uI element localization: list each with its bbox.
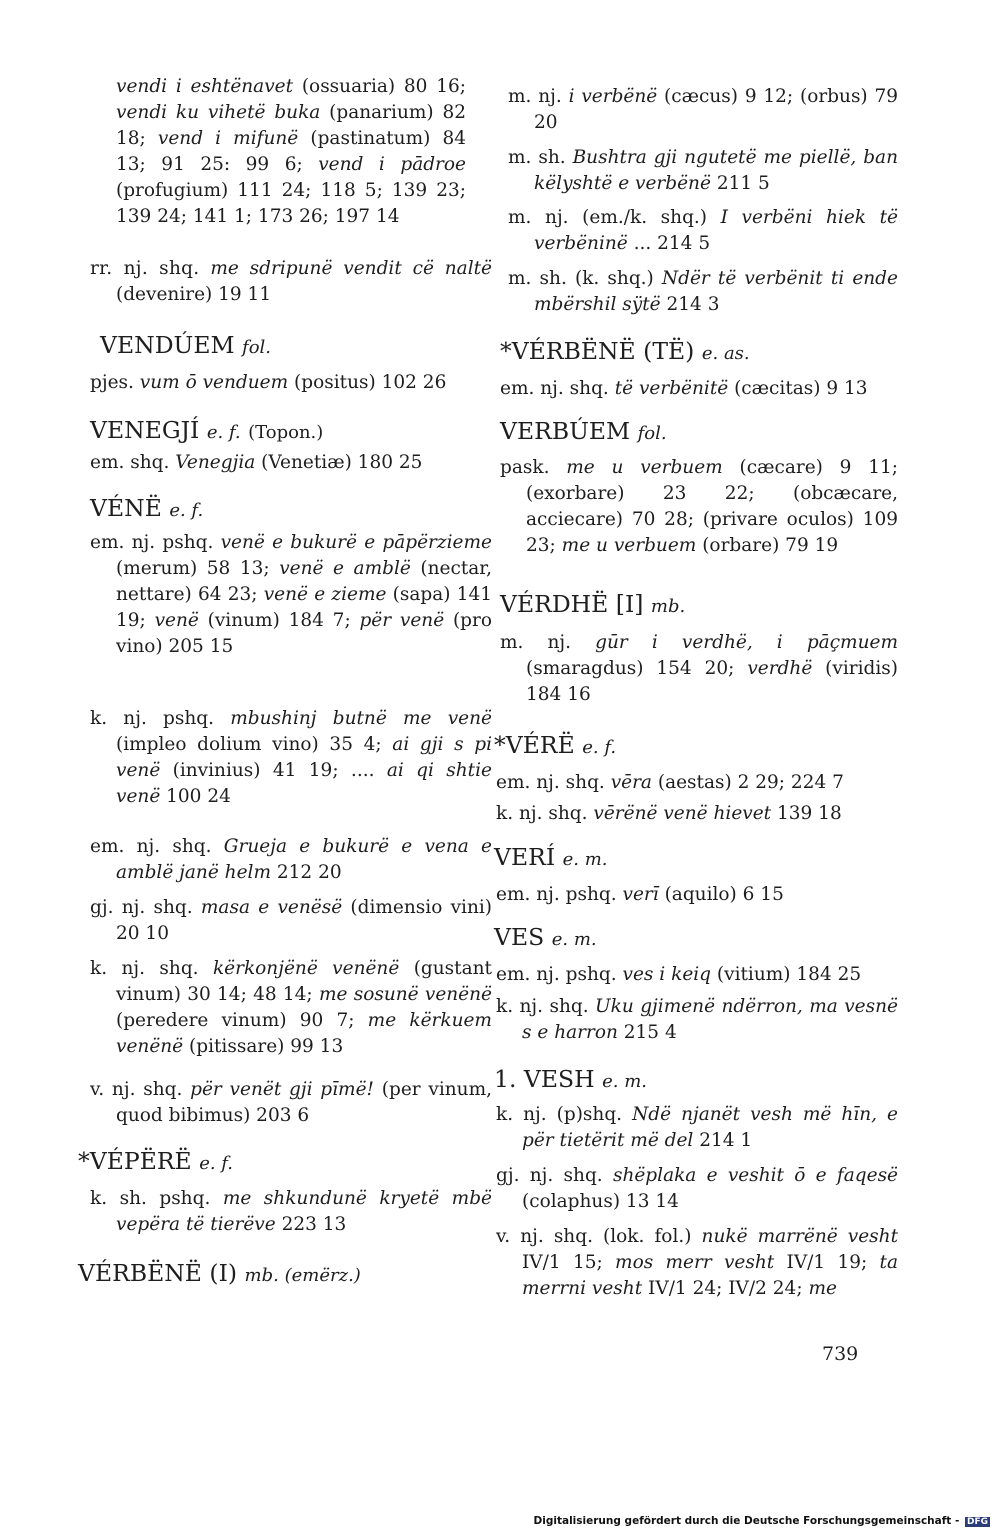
entry-gur-i-verdhe xyxy=(500,630,898,708)
example-text: me xyxy=(808,1278,837,1299)
headword-text: VERÍ xyxy=(494,843,556,871)
headword-text: 1. VESH xyxy=(494,1065,595,1093)
page-number: 739 xyxy=(822,1343,859,1365)
example-text: mbushinj butnë me venë xyxy=(230,708,492,729)
grammar-label: e. as. xyxy=(701,343,750,364)
example-text: I verbëni hiek të verbëninë xyxy=(534,207,898,254)
entry-text: k. nj. shq. xyxy=(496,996,596,1017)
headword-text: VÉRBËNË (I) xyxy=(78,1259,238,1287)
entry-text: k. nj. shq. xyxy=(90,958,213,979)
example-text: me u verbuem xyxy=(566,457,723,478)
entry-text: (invinius) 41 19; .... xyxy=(160,760,387,781)
entry-text: pask. xyxy=(500,457,567,478)
entry-text: (peredere vinum) 90 7; xyxy=(116,1010,368,1031)
entry-text: (sapa) 141 19; xyxy=(116,584,493,631)
headword-verdhe xyxy=(500,589,685,622)
headword-text: VÉRDHË [I] xyxy=(500,590,644,618)
example-text: me sdripunë vendit cë naltë xyxy=(199,258,493,279)
example-text: për venë xyxy=(359,610,445,631)
entry-text: (colaphus) 13 14 xyxy=(522,1191,679,1212)
entry-bushtra xyxy=(508,145,898,197)
entry-text: em. shq. xyxy=(90,452,176,473)
headword-verbuem xyxy=(500,416,667,449)
headword-ves xyxy=(494,922,597,955)
entry-text: (pro vino) 205 15 xyxy=(116,610,492,657)
example-text: ai qi shtie venë xyxy=(116,760,492,807)
grammar-label: e. m. xyxy=(602,1071,647,1092)
entry-nde-njanet xyxy=(496,1102,898,1154)
grammar-label: fol. xyxy=(242,337,272,358)
entry-text: em. nj. pshq. xyxy=(90,532,221,553)
entry-text: 211 5 xyxy=(710,173,770,194)
headword-text: VERBÚEM xyxy=(500,417,631,445)
entry-text: 100 24 xyxy=(160,786,231,807)
entry-verene xyxy=(496,801,898,827)
example-text: Uku gjimenë ndërron, ma vesnë s e harron xyxy=(522,996,898,1043)
entry-i-verbene xyxy=(508,84,898,136)
entry-sdripune xyxy=(90,256,492,308)
entry-venegjia xyxy=(90,450,492,476)
example-text: vum ō venduem xyxy=(139,372,289,393)
entry-uku xyxy=(496,994,898,1046)
entry-ves-i-keiq xyxy=(496,962,898,988)
entry-text: em. nj. shq. xyxy=(500,378,615,399)
entry-text: (per vinum, quod bibimus) 203 6 xyxy=(116,1079,493,1126)
entry-text: k. nj. pshq. xyxy=(90,708,231,729)
footer-text: Digitalisierung gefördert durch die Deutsche Forschungsgemeinschaft - xyxy=(533,1515,960,1527)
entry-text: 214 3 xyxy=(660,294,720,315)
example-text: vendi ku vihetë buka xyxy=(116,102,321,123)
headword-text: VENDÚEM xyxy=(100,331,235,359)
example-text: Ndë njanët vesh më hīn, e për tietërit më del xyxy=(522,1104,898,1151)
entry-text: (devenire) 19 11 xyxy=(116,284,272,305)
entry-vepere xyxy=(90,1186,492,1238)
entry-sheplaka xyxy=(496,1163,898,1215)
headword-venduem xyxy=(100,330,271,363)
entry-text: v. nj. shq. (lok. fol.) xyxy=(496,1226,702,1247)
example-text: Ndër të verbënit ti ende mbërshil sÿtë xyxy=(534,268,898,315)
entry-text: (cæcitas) 9 13 xyxy=(728,378,868,399)
entry-text: 223 13 xyxy=(275,1214,347,1235)
headword-verbene-te xyxy=(500,336,750,369)
entry-text: (ossuaria) 80 16; xyxy=(293,76,466,97)
entry-vene-k2 xyxy=(90,956,492,1060)
topon-label: (Topon.) xyxy=(248,422,324,443)
example-text: vendi i eshtënavet xyxy=(116,76,294,97)
example-text: Grueja e bukurë e vena e amblë janë helm xyxy=(116,836,492,883)
headword-venegji xyxy=(90,415,323,448)
entry-text: IV/1 15; xyxy=(522,1252,616,1273)
entry-text: v. nj. shq. xyxy=(90,1079,191,1100)
footer-credit xyxy=(534,1515,990,1527)
headword-vere xyxy=(494,730,616,763)
example-text: vend i mifunë xyxy=(157,128,299,149)
entry-text: (viridis) 184 16 xyxy=(526,658,898,705)
headword-text: *VÉRË xyxy=(494,731,575,759)
headword-text: VÉNË xyxy=(90,494,162,522)
entry-text: IV/1 24; IV/2 24; xyxy=(642,1278,809,1299)
entry-text: em. nj. shq. xyxy=(90,836,224,857)
grammar-label: e. f. xyxy=(169,500,204,521)
entry-vum-venduem xyxy=(90,370,492,396)
entry-vene-v xyxy=(90,1077,492,1129)
entry-text: gj. nj. shq. xyxy=(90,897,201,918)
headword-veri xyxy=(494,842,607,875)
example-text: Venegjia xyxy=(175,452,256,473)
headword-text: VES xyxy=(494,923,545,951)
example-text: venë xyxy=(154,610,199,631)
entry-vene-gj xyxy=(90,895,492,947)
example-text: ves i keiq xyxy=(622,964,712,985)
example-text: shëplaka e veshit ō e faqesë xyxy=(612,1165,899,1186)
grammar-label: e. f. xyxy=(582,737,617,758)
example-text: me u verbuem xyxy=(561,535,697,556)
example-text: me sosunë venënë xyxy=(318,984,492,1005)
grammar-label: fol. xyxy=(637,423,667,444)
entry-text: (merum) 58 13; xyxy=(116,558,280,579)
entry-text: (gustant vinum) 30 14; 48 14; xyxy=(116,958,492,1005)
entry-i-verbeni xyxy=(508,205,898,257)
entry-text: (vinum) 184 7; xyxy=(198,610,360,631)
entry-text: m. sh. xyxy=(508,147,573,168)
entry-text: k. nj. shq. xyxy=(496,803,594,824)
entry-text: m. nj. xyxy=(508,86,569,107)
example-text: verdhë xyxy=(747,658,813,679)
entry-text: (nectar, nettare) 64 23; xyxy=(116,558,492,605)
entry-vendi-continued xyxy=(116,74,466,230)
headword-text: *VÉRBËNË (TË) xyxy=(500,337,695,365)
entry-text: (smaragdus) 154 20; xyxy=(526,658,748,679)
grammar-label: e. m. xyxy=(562,849,608,870)
entry-text: (vitium) 184 25 xyxy=(711,964,862,985)
example-text: me kërkuem venënë xyxy=(116,1010,492,1057)
entry-nder-te-verbenit xyxy=(508,266,898,318)
entry-text: em. nj. pshq. xyxy=(496,964,623,985)
example-text: vend i pādroe xyxy=(318,154,466,175)
entry-text: (positus) 102 26 xyxy=(288,372,447,393)
entry-nuke-marrene xyxy=(496,1224,898,1302)
entry-text: (pastinatum) 84 13; 91 25: 99 6; xyxy=(116,128,467,175)
entry-text: em. nj. shq. xyxy=(496,772,611,793)
example-text: verī xyxy=(622,884,659,905)
entry-text: 139 18 xyxy=(771,803,842,824)
example-text: Bushtra gji ngutetë me piellë, ban këlyshtë e verbënë xyxy=(534,147,898,194)
example-text: me shkundunë kryetë mbë vepëra të tierëve xyxy=(116,1188,492,1235)
entry-text: (aestas) 2 29; 224 7 xyxy=(651,772,844,793)
entry-vene-em2 xyxy=(90,834,492,886)
entry-text: em. nj. pshq. xyxy=(496,884,623,905)
example-text: të verbënitë xyxy=(614,378,729,399)
grammar-label: mb. (emërz.) xyxy=(244,1265,361,1286)
example-text: kërkonjënë venënë xyxy=(212,958,400,979)
entry-text: (cæcare) 9 11; (exorbare) 23 22; (obcæcare, acciecare) 70 28; (privare oculos) 109 23; xyxy=(526,457,898,556)
headword-text: *VÉPËRË xyxy=(78,1147,192,1175)
entry-text: 215 4 xyxy=(617,1022,677,1043)
entry-me-u-verbuem xyxy=(500,455,898,559)
grammar-label: e. m. xyxy=(551,929,597,950)
example-text: venë e amblë xyxy=(279,558,411,579)
entry-text: (orbare) 79 19 xyxy=(696,535,839,556)
grammar-label: e. f. xyxy=(199,1153,234,1174)
entry-text: (cæcus) 9 12; (orbus) 79 20 xyxy=(534,86,899,133)
entry-veri xyxy=(496,882,898,908)
entry-text: (Venetiæ) 180 25 xyxy=(255,452,423,473)
entry-text: pjes. xyxy=(90,372,140,393)
entry-text: (panarium) 82 18; xyxy=(116,102,466,149)
example-text: ai gji s pi venë xyxy=(116,734,492,781)
entry-text: m. nj. (em./k. shq.) xyxy=(508,207,721,228)
grammar-label: mb. xyxy=(650,596,686,617)
entry-text: 214 1 xyxy=(693,1130,753,1151)
dfg-logo: DFG xyxy=(966,1517,988,1527)
entry-text: (aquilo) 6 15 xyxy=(658,884,784,905)
entry-text: (dimensio vini) 20 10 xyxy=(116,897,493,944)
entry-text: m. nj. xyxy=(500,632,596,653)
example-text: ta merrni vesht xyxy=(522,1252,898,1299)
example-text: nukë marrënë vesht xyxy=(701,1226,898,1247)
example-text: vērënë venë hievet xyxy=(593,803,772,824)
example-text: venë e bukurë e pāpërzieme xyxy=(220,532,492,553)
entry-vene-em xyxy=(90,530,492,660)
example-text: vēra xyxy=(610,772,652,793)
headword-verbene-i xyxy=(78,1258,361,1291)
entry-text: gj. nj. shq. xyxy=(496,1165,613,1186)
entry-text: k. sh. pshq. xyxy=(90,1188,223,1209)
example-text: gūr i verdhë, i pāçmuem xyxy=(595,632,898,653)
headword-vene xyxy=(90,493,203,526)
entry-text: m. sh. (k. shq.) xyxy=(508,268,662,289)
headword-vesh xyxy=(494,1064,647,1097)
headword-text: VENEGJÍ xyxy=(90,416,200,444)
entry-text: IV/1 19; xyxy=(774,1252,880,1273)
example-text: i verbënë xyxy=(568,86,658,107)
example-text: mos merr vesht xyxy=(615,1252,775,1273)
entry-text: (pitissare) 99 13 xyxy=(183,1036,344,1057)
example-text: venë e zieme xyxy=(263,584,387,605)
entry-vene-k xyxy=(90,706,492,810)
grammar-label: e. f. xyxy=(206,422,241,443)
entry-text: 212 20 xyxy=(271,862,342,883)
entry-text: ... 214 5 xyxy=(627,233,711,254)
example-text: për venët gji pīmë! xyxy=(190,1079,374,1100)
entry-label: rr. nj. shq. xyxy=(90,258,200,279)
entry-text: k. nj. (p)shq. xyxy=(496,1104,633,1125)
example-text: masa e venësë xyxy=(200,897,343,918)
entry-text: (impleo dolium vino) 35 4; xyxy=(116,734,393,755)
entry-text: (profugium) 111 24; 118 5; 139 23; 139 24; 141 1; 173 26; 197 14 xyxy=(116,180,466,227)
headword-vepere xyxy=(78,1146,233,1179)
entry-vera xyxy=(496,770,898,796)
entry-te-verbenite xyxy=(500,376,898,402)
